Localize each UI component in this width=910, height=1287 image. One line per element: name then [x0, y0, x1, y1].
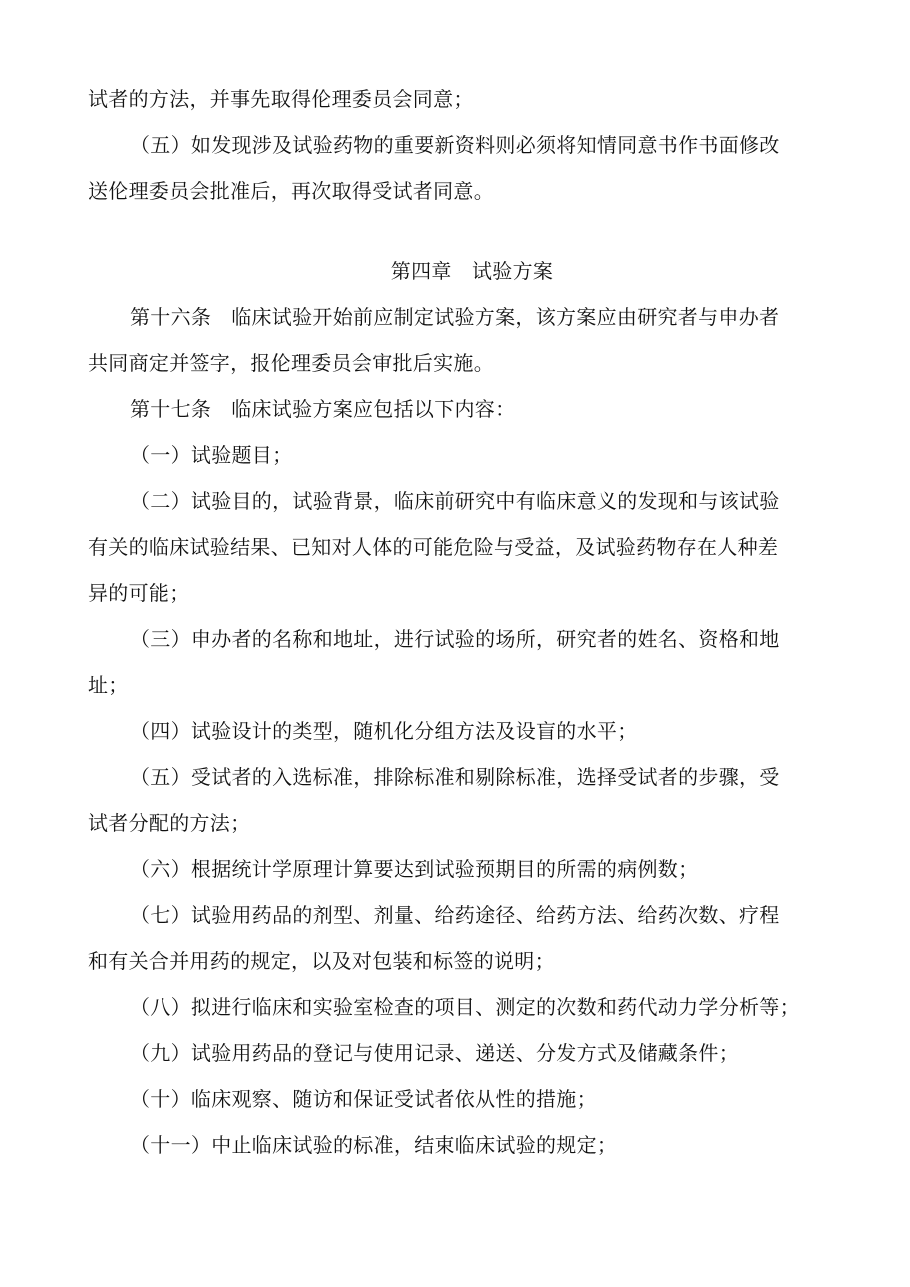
- chapter-title: 第四章 试验方案: [390, 259, 554, 283]
- text-line: 址；: [88, 673, 129, 697]
- list-item: （八）拟进行临床和实验室检查的项目、测定的次数和药代动力学分析等；: [130, 995, 800, 1019]
- text-line: 试者分配的方法；: [88, 811, 251, 835]
- text-line: 共同商定并签字，报伦理委员会审批后实施。: [88, 351, 494, 375]
- article-17: [88, 386, 828, 432]
- list-item: （一）试验题目；: [130, 443, 293, 467]
- list-item: （三）申办者的名称和地址，进行试验的场所，研究者的姓名、资格和地: [130, 627, 780, 651]
- text-line: 和有关合并用药的规定，以及对包装和标签的说明；: [88, 949, 555, 973]
- list-item: （五）受试者的入选标准，排除标准和剔除标准，选择受试者的步骤，受: [130, 765, 780, 789]
- list-item: （十）临床观察、随访和保证受试者依从性的措施；: [130, 1087, 597, 1111]
- text-line: 试者的方法，并事先取得伦理委员会同意；: [88, 87, 474, 111]
- list-item: （四）试验设计的类型，随机化分组方法及设盲的水平；: [130, 719, 638, 743]
- article-text: 临床试验开始前应制定试验方案，该方案应由研究者与申办者: [231, 305, 780, 329]
- document-page: [88, 76, 828, 1168]
- text-line: 有关的临床试验结果、已知对人体的可能危险与受益，及试验药物存在人种差: [88, 535, 779, 559]
- list-item: （二）试验目的，试验背景，临床前研究中有临床意义的发现和与该试验: [130, 489, 780, 513]
- article-16: [88, 294, 828, 340]
- text-line: （五）如发现涉及试验药物的重要新资料则必须将知情同意书作书面修改: [130, 133, 780, 157]
- list-item: （七）试验用药品的剂型、剂量、给药途径、给药方法、给药次数、疗程: [130, 903, 780, 927]
- list-item: （十一）中止临床试验的标准，结束临床试验的规定；: [130, 1133, 618, 1157]
- text-line: 异的可能；: [88, 581, 190, 605]
- article-number: 第十七条: [130, 397, 212, 421]
- article-text: 临床试验方案应包括以下内容：: [231, 397, 516, 421]
- article-number: 第十六条: [130, 305, 212, 329]
- spacer: [88, 214, 828, 248]
- text-line: 送伦理委员会批准后，再次取得受试者同意。: [88, 179, 494, 203]
- list-item: （九）试验用药品的登记与使用记录、递送、分发方式及储藏条件；: [130, 1041, 739, 1065]
- list-item: （六）根据统计学原理计算要达到试验预期目的所需的病例数；: [130, 857, 699, 881]
